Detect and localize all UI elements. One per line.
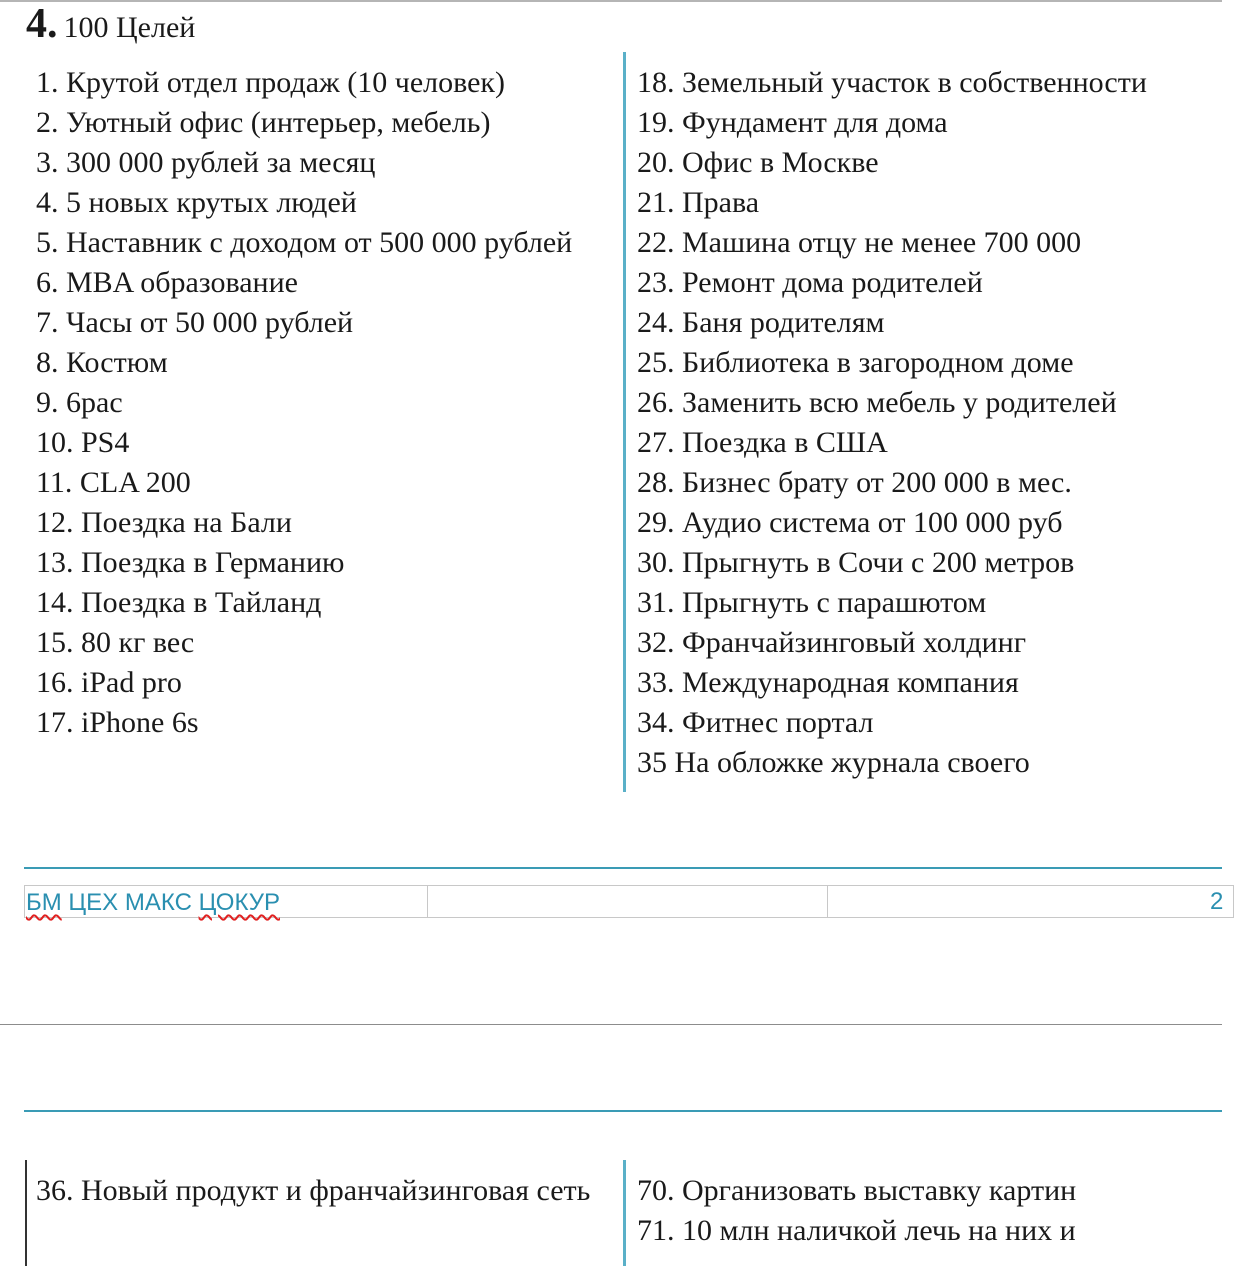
goal-item: 5. Наставник с доходом от 500 000 рублей xyxy=(36,226,573,259)
goal-item: 12. Поездка на Бали xyxy=(36,506,292,539)
goal-item: 23. Ремонт дома родителей xyxy=(637,266,983,299)
goal-item: 29. Аудио система от 100 000 руб xyxy=(637,506,1063,539)
footer-rule xyxy=(24,867,1222,869)
goals-column-left xyxy=(36,63,616,743)
goals-column-left-page2 xyxy=(36,1171,616,1211)
footer-word-bm: БМ xyxy=(26,889,62,916)
section-heading xyxy=(26,0,195,50)
goal-item: 35 На обложке журнала своего xyxy=(637,746,1030,779)
goal-item: 19. Фундамент для дома xyxy=(637,106,948,139)
footer-word-surname: ЦОКУР xyxy=(198,889,280,916)
goal-item: 27. Поездка в США xyxy=(637,426,888,459)
goal-item: 7. Часы от 50 000 рублей xyxy=(36,306,354,339)
goal-item: 21. Права xyxy=(637,186,760,219)
goal-item: 8. Костюм xyxy=(36,346,168,379)
goal-item: 14. Поездка в Тайланд xyxy=(36,586,322,619)
goal-item: 70. Организовать выставку картин xyxy=(637,1174,1077,1207)
header-rule xyxy=(24,1110,1222,1112)
goal-item: 24. Баня родителям xyxy=(637,306,885,339)
goal-item: 34. Фитнес портал xyxy=(637,706,874,739)
goal-item: 36. Новый продукт и франчайзинговая сеть xyxy=(36,1174,591,1207)
page2-left-border xyxy=(25,1160,27,1266)
goal-item: 4. 5 новых крутых людей xyxy=(36,186,357,219)
goal-item: 10. PS4 xyxy=(36,426,130,459)
goal-item: 13. Поездка в Германию xyxy=(36,546,345,579)
goal-item: 9. 6pac xyxy=(36,386,123,419)
goal-item: 32. Франчайзинговый холдинг xyxy=(637,626,1027,659)
goals-column-right xyxy=(637,63,1222,783)
goals-column-right-page2 xyxy=(637,1171,1222,1251)
goal-item: 3. 300 000 рублей за месяц xyxy=(36,146,376,179)
goal-item: 15. 80 кг вес xyxy=(36,626,195,659)
goal-item: 71. 10 млн наличкой лечь на них и xyxy=(637,1214,1076,1247)
goal-item: 16. iPad pro xyxy=(36,666,182,699)
goal-item: 28. Бизнес брату от 200 000 в мес. xyxy=(637,466,1072,499)
section-number: 4. xyxy=(26,1,58,47)
footer-cell-middle xyxy=(428,886,828,917)
goal-item: 33. Международная компания xyxy=(637,666,1019,699)
goal-item: 26. Заменить всю мебель у родителей xyxy=(637,386,1117,419)
goal-item: 17. iPhone 6s xyxy=(36,706,199,739)
footer-table xyxy=(24,885,1234,918)
footer-author xyxy=(26,889,280,917)
goal-item: 18. Земельный участок в собственности xyxy=(637,66,1147,99)
goal-item: 6. MBA образование xyxy=(36,266,298,299)
goal-item: 11. CLA 200 xyxy=(36,466,191,499)
goal-item: 2. Уютный офис (интерьер, мебель) xyxy=(36,106,491,139)
goal-item: 30. Прыгнуть в Сочи с 200 метров xyxy=(637,546,1075,579)
page-break-line xyxy=(0,1024,1222,1025)
goal-item: 25. Библиотека в загородном доме xyxy=(637,346,1074,379)
page-number: 2 xyxy=(1210,888,1224,915)
goal-item: 22. Машина отцу не менее 700 000 xyxy=(637,226,1082,259)
goal-item: 31. Прыгнуть с парашютом xyxy=(637,586,987,619)
section-title: 100 Целей xyxy=(63,11,196,44)
goal-item: 1. Крутой отдел продаж (10 человек) xyxy=(36,66,505,99)
column-divider xyxy=(623,52,626,792)
goal-item: 20. Офис в Москве xyxy=(637,146,879,179)
footer-word-middle: ЦЕХ МАКС xyxy=(61,889,199,916)
column-divider-page2 xyxy=(623,1160,626,1266)
